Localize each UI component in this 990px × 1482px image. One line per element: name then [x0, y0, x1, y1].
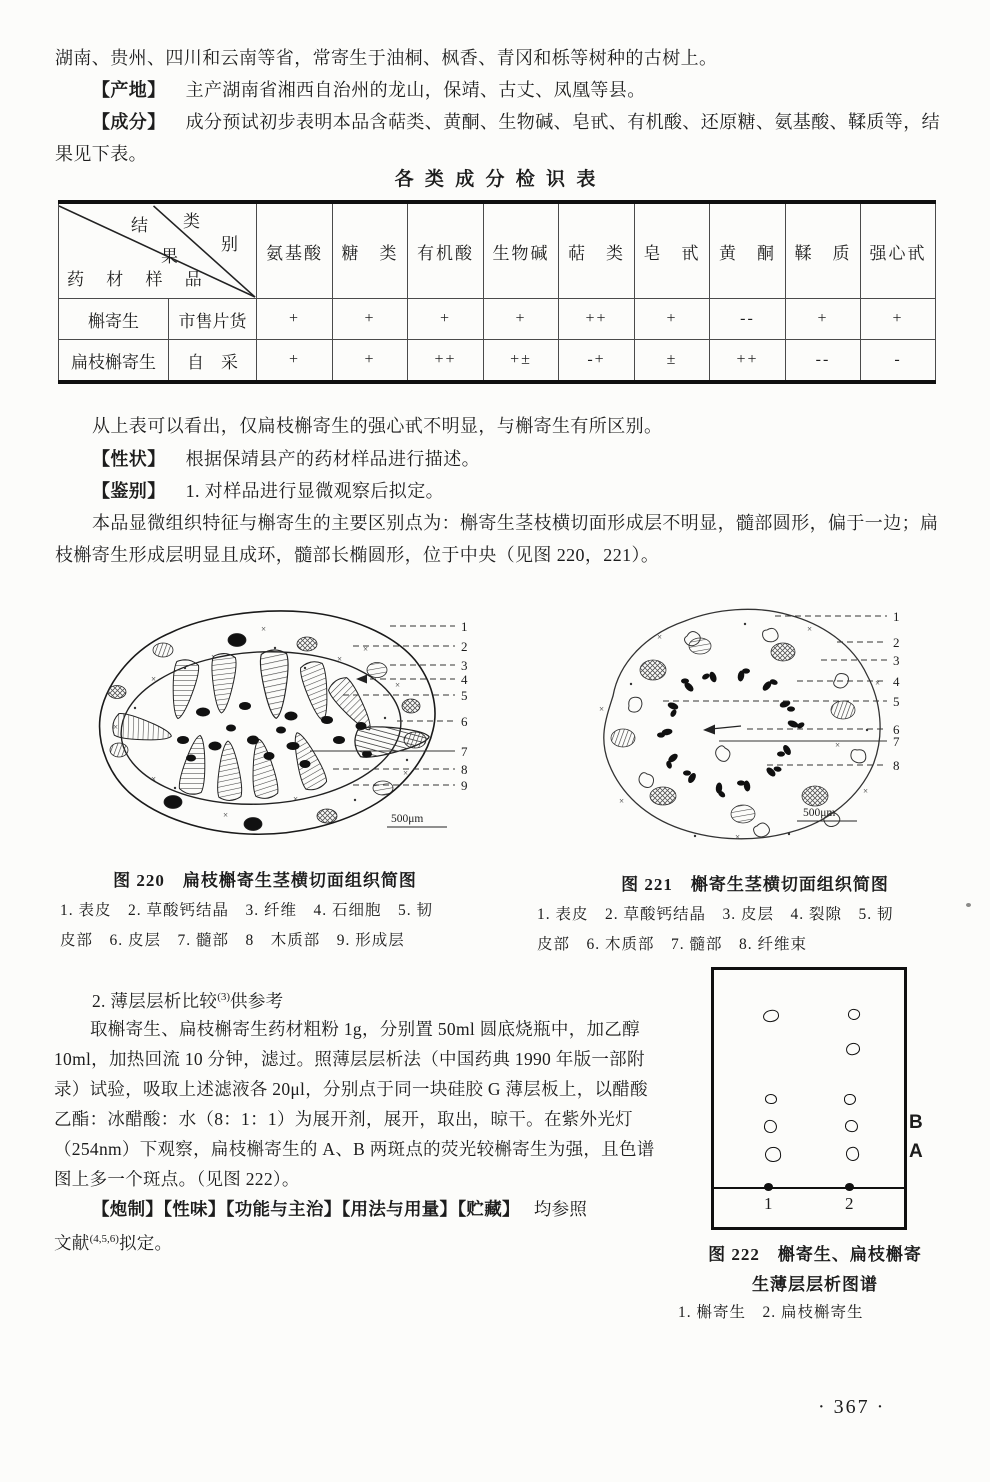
fig221-legend-line-2: 皮部 6. 木质部 7. 髓部 8. 纤维束 [537, 936, 808, 953]
jianbie-text: 1. 对样品进行显微观察后拟定。 [185, 481, 445, 501]
cortex-hatched-blobs-group [611, 638, 855, 823]
after-table-text: 从上表可以看出，仅扁枝槲寄生的强心甙不明显，与槲寄生有所区别。 [92, 416, 663, 436]
cell-value: + [861, 299, 936, 340]
svg-text:8: 8 [893, 758, 900, 773]
cell-value: + [333, 340, 408, 383]
svg-text:×: × [403, 768, 409, 778]
epidermis-outline [604, 609, 880, 838]
fig222-caption-line-1: 图 222 槲寄生、扁枝槲寄 [708, 1245, 922, 1264]
col-header: 皂 甙 [635, 202, 710, 299]
heading-text: 2. 薄层层析比较 [92, 990, 218, 1011]
col-header: 有机酸 [408, 202, 484, 299]
pith-arrowhead [703, 725, 715, 735]
fig220-number-labels [461, 619, 468, 793]
svg-text:×: × [807, 624, 813, 634]
col-header: 生物碱 [484, 202, 559, 299]
tlc-paragraph-line: 图上多一个斑点。（见图 222）。 [54, 1169, 300, 1189]
fig222-caption-line-2: 生薄层层析图谱 [752, 1275, 878, 1294]
svg-text:2: 2 [461, 639, 468, 654]
cell-value: + [408, 299, 484, 340]
tlc-spot-lane2 [845, 1042, 861, 1056]
cell-value: + [257, 299, 333, 340]
tlc-paragraph-line: 10ml，加热回流 10 分钟，滤过。照薄层层析法（中国药典 1990 年版一部附 [54, 1049, 645, 1069]
svg-text:6: 6 [461, 714, 468, 729]
cell-value: ++ [559, 299, 635, 340]
svg-text:×: × [211, 652, 217, 662]
fig221-number-labels [893, 609, 900, 773]
ref-tail: 拟定。 [118, 1232, 173, 1253]
fig221-scale-label: 500μm [803, 807, 836, 819]
table-row [59, 340, 936, 383]
tlc-paragraph-line: 录）试验，吸取上述滤液各 20μl，分别点于同一块硅胶 G 薄层板上，以醋酸 [54, 1079, 648, 1099]
cell-value: + [484, 299, 559, 340]
svg-text:×: × [395, 680, 401, 690]
chengfen-label: 【成分】 [92, 112, 166, 132]
table-title: 各 类 成 分 检 识 表 [394, 169, 599, 190]
corner-char-guo: 果 [161, 247, 178, 266]
tlc-plate-diagram [711, 967, 907, 1230]
table-row [59, 299, 936, 340]
cell-value: ++ [710, 340, 786, 383]
col-header: 强心甙 [861, 202, 936, 299]
methods-tail: 均参照 [533, 1199, 588, 1219]
corner-char-bie: 别 [221, 235, 238, 254]
svg-text:4: 4 [893, 674, 900, 689]
chandi-label: 【产地】 [92, 80, 166, 100]
tlc-baseline [712, 1187, 906, 1189]
svg-text:×: × [863, 786, 869, 796]
xingzhuang-line [92, 445, 480, 473]
component-table [58, 200, 936, 384]
reference-superscript: (4,5,6) [89, 1233, 119, 1245]
svg-text:×: × [113, 722, 119, 732]
scan-speck [966, 903, 971, 907]
svg-text:3: 3 [461, 658, 468, 673]
cell-value: + [257, 340, 333, 383]
tlc-spot-lane1 [763, 1119, 778, 1134]
chengfen-wrap-line: 果见下表。 [55, 144, 147, 164]
lane-number-2: 2 [845, 1194, 854, 1213]
col-header: 氨基酸 [257, 202, 333, 299]
chengfen-text: 成分预试初步表明本品含萜类、黄酮、生物碱、皂甙、有机酸、还原糖、氨基酸、鞣质等，结 [185, 112, 941, 132]
chengfen-line [92, 108, 940, 136]
svg-text:8: 8 [461, 762, 468, 777]
tlc-spot-lane1 [765, 1094, 777, 1104]
fig221-caption: 图 221 槲寄生茎横切面组织简图 [621, 875, 889, 894]
svg-text:5: 5 [893, 694, 900, 709]
tlc-section-heading [92, 984, 283, 1015]
origin-dot [764, 1183, 773, 1191]
fig220-scale-label: 500μm [391, 813, 424, 825]
svg-text:6: 6 [893, 722, 900, 737]
pith-pointer-line [711, 726, 741, 729]
svg-text:×: × [223, 810, 229, 820]
tlc-paragraph-line: 取槲寄生、扁枝槲寄生药材粗粉 1g，分别置 50ml 圆底烧瓶中，加乙醇 [90, 1019, 640, 1039]
chandi-text: 主产湖南省湘西自治州的龙山，保靖、古丈、凤凰等县。 [185, 80, 646, 100]
fig222-legend: 1. 槲寄生 2. 扁枝槲寄生 [678, 1304, 864, 1321]
svg-text:9: 9 [461, 778, 468, 793]
corner-sample-label: 药 材 样 品 [67, 270, 211, 289]
origin-dot [845, 1183, 854, 1191]
svg-text:4: 4 [461, 672, 468, 687]
micro-line-2: 枝槲寄生形成层明显且成环，髓部长椭圆形，位于中央（见图 220，221）。 [55, 545, 660, 565]
page-number: · 367 · [818, 1396, 886, 1418]
vascular-ring-group [657, 668, 805, 798]
cell-value: - [861, 340, 936, 383]
intro-line: 湖南、贵州、四川和云南等省，常寄生于油桐、枫香、青冈和栎等树种的古树上。 [55, 48, 718, 68]
svg-text:×: × [599, 704, 605, 714]
fig221-stem-cross-section-drawing [535, 588, 965, 860]
tlc-spot-lane2 [844, 1119, 859, 1133]
spot-label-a: A [909, 1141, 923, 1162]
row-source: 自 采 [169, 340, 257, 383]
svg-text:×: × [151, 774, 157, 784]
svg-text:1: 1 [461, 619, 468, 634]
arrowhead [356, 675, 367, 684]
cell-value: +± [484, 340, 559, 383]
tlc-spot-lane1 [764, 1146, 781, 1163]
cell-value: -+ [559, 340, 635, 383]
jianbie-line [92, 477, 444, 505]
cell-value: + [635, 299, 710, 340]
reference-superscript: (3) [217, 991, 231, 1003]
jianbie-label: 【鉴别】 [92, 481, 166, 501]
tlc-paragraph-line: 乙酯：冰醋酸：水（8：1：1）为展开剂，展开，取出，晾干。在紫外光灯 [54, 1109, 633, 1129]
tlc-spot-lane2 [844, 1094, 856, 1105]
svg-text:×: × [293, 794, 299, 804]
lane-number-1: 1 [764, 1194, 773, 1213]
fig221-legend-line-1: 1. 表皮 2. 草酸钙结晶 3. 皮层 4. 裂隙 5. 韧 [537, 906, 894, 923]
svg-text:2: 2 [893, 635, 900, 650]
col-header: 鞣 质 [786, 202, 861, 299]
methods-line [92, 1196, 587, 1223]
cell-value: -- [710, 299, 786, 340]
cell-value: ++ [408, 340, 484, 383]
xingzhuang-label: 【性状】 [92, 449, 166, 469]
tlc-spot-lane1 [762, 1009, 780, 1023]
row-name: 槲寄生 [59, 299, 169, 340]
svg-text:×: × [337, 654, 343, 664]
col-header: 糖 类 [333, 202, 408, 299]
svg-text:5: 5 [461, 688, 468, 703]
svg-text:×: × [735, 832, 741, 842]
ref-text: 文献 [54, 1232, 90, 1253]
svg-text:3: 3 [893, 653, 900, 668]
tlc-spot-lane2 [847, 1008, 861, 1021]
svg-text:×: × [363, 644, 369, 654]
methods-labels: 【炮制】【性味】【功能与主治】【用法与用量】【贮藏】 [92, 1199, 520, 1219]
svg-text:×: × [151, 674, 157, 684]
reference-line [54, 1226, 172, 1257]
chandi-line [92, 76, 646, 104]
fig220-caption: 图 220 扁枝槲寄生茎横切面组织简图 [113, 871, 417, 890]
fig220-legend-line-1: 1. 表皮 2. 草酸钙结晶 3. 纤维 4. 石细胞 5. 韧 [60, 902, 434, 919]
corner-char-lei: 类 [183, 212, 200, 231]
col-header: 萜 类 [559, 202, 635, 299]
heading-tail: 供参考 [230, 990, 284, 1011]
table-corner-cell [59, 202, 257, 299]
spot-label-b: B [909, 1112, 923, 1133]
svg-text:×: × [619, 796, 625, 806]
table-header-row [59, 202, 936, 299]
svg-text:7: 7 [461, 744, 468, 759]
row-name: 扁枝槲寄生 [59, 340, 169, 383]
cell-value: + [786, 299, 861, 340]
svg-text:×: × [261, 624, 267, 634]
tlc-paragraph-line: （254nm）下观察，扁枝槲寄生的 A、B 两斑点的荧光较槲寄生为强，且色谱 [54, 1139, 655, 1159]
cell-value: -- [786, 340, 861, 383]
col-header: 黄 酮 [710, 202, 786, 299]
row-source: 市售片货 [169, 299, 257, 340]
svg-text:7: 7 [893, 734, 900, 749]
cell-value: ± [635, 340, 710, 383]
micro-line-1: 本品显微组织特征与槲寄生的主要区别点为：槲寄生茎枝横切面形成层不明显，髓部圆形，偏于一边；扁 [92, 513, 939, 533]
svg-text:×: × [657, 632, 663, 642]
svg-text:×: × [835, 740, 841, 750]
xingzhuang-text: 根据保靖县产的药材样品进行描述。 [185, 449, 481, 469]
cell-value: + [333, 299, 408, 340]
fig220-stem-cross-section-drawing [55, 588, 485, 860]
fig220-legend-line-2: 皮部 6. 皮层 7. 髓部 8 木质部 9. 形成层 [60, 932, 405, 949]
tlc-spot-lane2 [845, 1146, 861, 1162]
svg-text:×: × [875, 678, 881, 688]
svg-text:1: 1 [893, 609, 900, 624]
corner-char-jie: 结 [131, 216, 148, 235]
